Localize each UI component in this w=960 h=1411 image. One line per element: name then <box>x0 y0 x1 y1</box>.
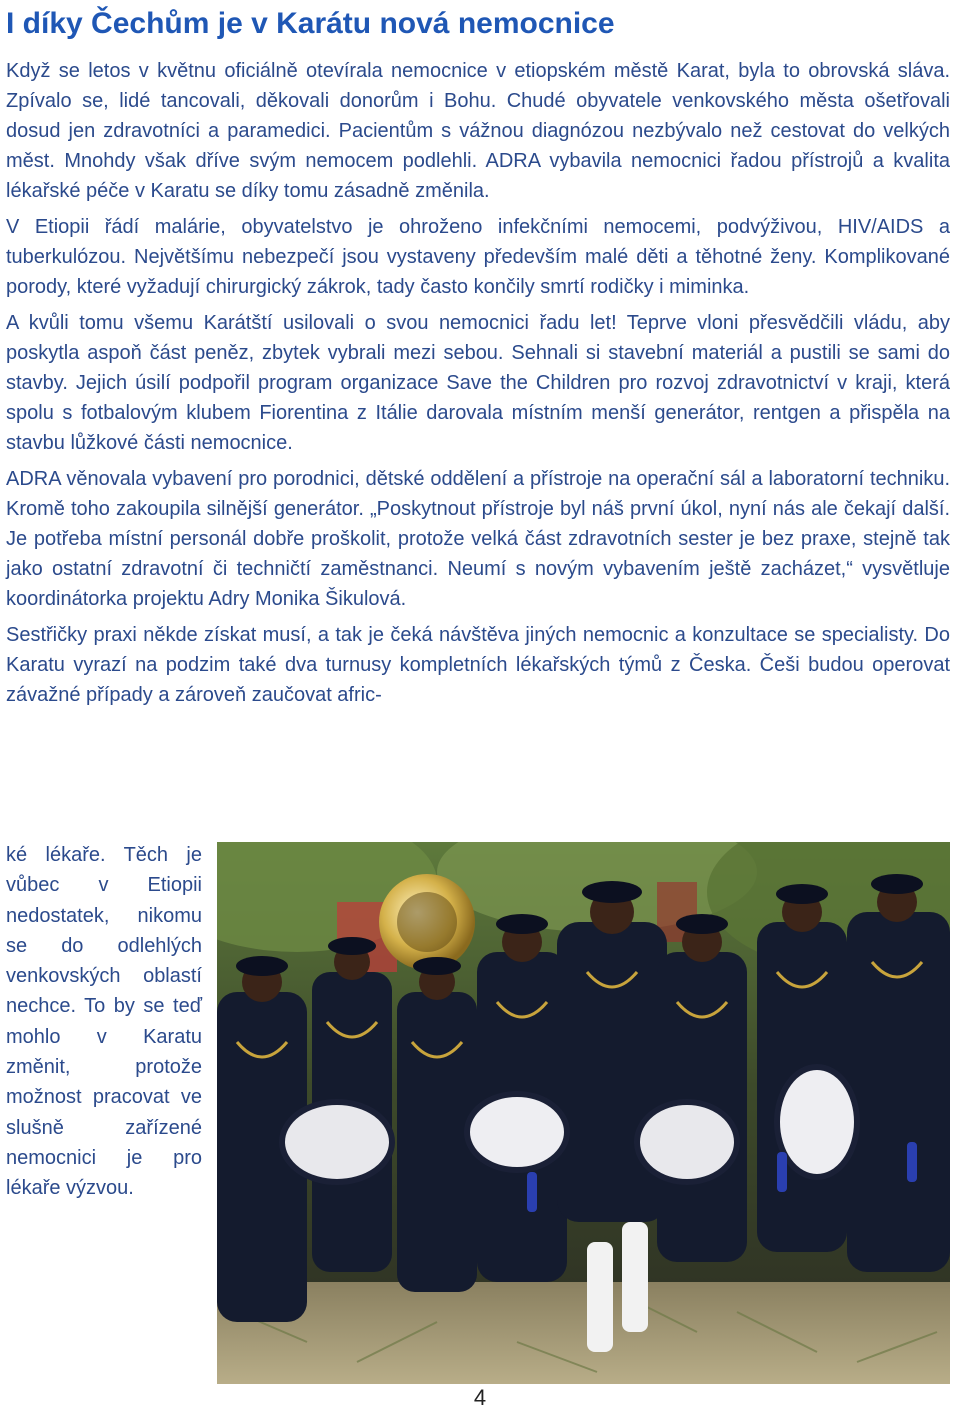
paragraph-2: V Etiopii řádí malárie, obyvatelstvo je ohroženo infekčními nemocemi, podvýživou, HIV/AIDS a tuberkulózou. Největšímu nebezpečí jsou vystaveny především malé děti a těhotné ženy. Komplikované porody, které vyžadují chirurgický zákrok, tady často končily smrtí rodičky i miminka. <box>6 216 950 298</box>
page-number: 4 <box>473 1385 487 1410</box>
photo-illustration <box>217 842 950 1384</box>
paragraph-3: A kvůli tomu všemu Karátští usilovali o svou nemocnici řadu let! Teprve vloni přesvědčili vládu, aby poskytla aspoň část peněz, zbytek vybrali mezi sebou. Sehnali si stavební materiál a pustili se sami do stavby. Jejich úsilí podpořil program organizace Save the Children pro rozvoj zdravotnictví v kraji, která spolu s fotbalovým klubem Fiorentina z Itálie darovala místním menší generátor, rentgen a přispěla na stavbu lůžkové části nemocnice. <box>6 312 950 454</box>
article-body <box>6 56 950 716</box>
marching-band-photo <box>217 842 950 1384</box>
article-title: I díky Čechům je v Karátu nová nemocnice <box>6 7 615 40</box>
paragraph-5-continuation: ké lékaře. Těch je vůbec v Etiopii nedostatek, nikomu se do odlehlých venkovských oblastí nechce. To by se teď mohlo v Karatu změnit, protože možnost pracovat ve slušně zařízené nemocnici je pro lékaře výzvou. <box>6 844 202 1200</box>
paragraph-4: ADRA věnovala vybavení pro porodnici, dětské oddělení a přístroje na operační sál a laboratorní techniku. Kromě toho zakoupila silnější generátor. „Poskytnout přístroje byl náš první úkol, nyní nás ale čekají další. Je potřeba místní personál dobře proškolit, protože velká část zdravotních sester je bez praxe, stejně tak jako ostatní zdravotní či techničtí zaměstnanci. Neumí s novým vybavením ještě zacházet,“ vysvětluje koordinátorka projektu Adry Monika Šikulová. <box>6 468 950 610</box>
paragraph-5: Sestřičky praxi někde získat musí, a tak je čeká návštěva jiných nemocnic a konzultace se specialisty. Do Karatu vyrazí na podzim také dva turnusy kompletních lékařských týmů z Česka. Češi budou operovat závažné případy a zároveň zaučovat afric- <box>6 624 950 706</box>
paragraph-1: Když se letos v květnu oficiálně otevírala nemocnice v etiopském městě Karat, byla to obrovská sláva. Zpívalo se, lidé tancovali, děkovali donorům i Bohu. Chudé obyvatele venkovského města ošetřovali dosud jen zdravotníci a paramedici. Pacientům s vážnou diagnózou nezbývalo než cestovat do velkých měst. Mnohdy však dříve svým nemocem podlehli. ADRA vybavila nemocnici řadou přístrojů a kvalita lékařské péče v Karatu se díky tomu zásadně změnila. <box>6 60 950 202</box>
